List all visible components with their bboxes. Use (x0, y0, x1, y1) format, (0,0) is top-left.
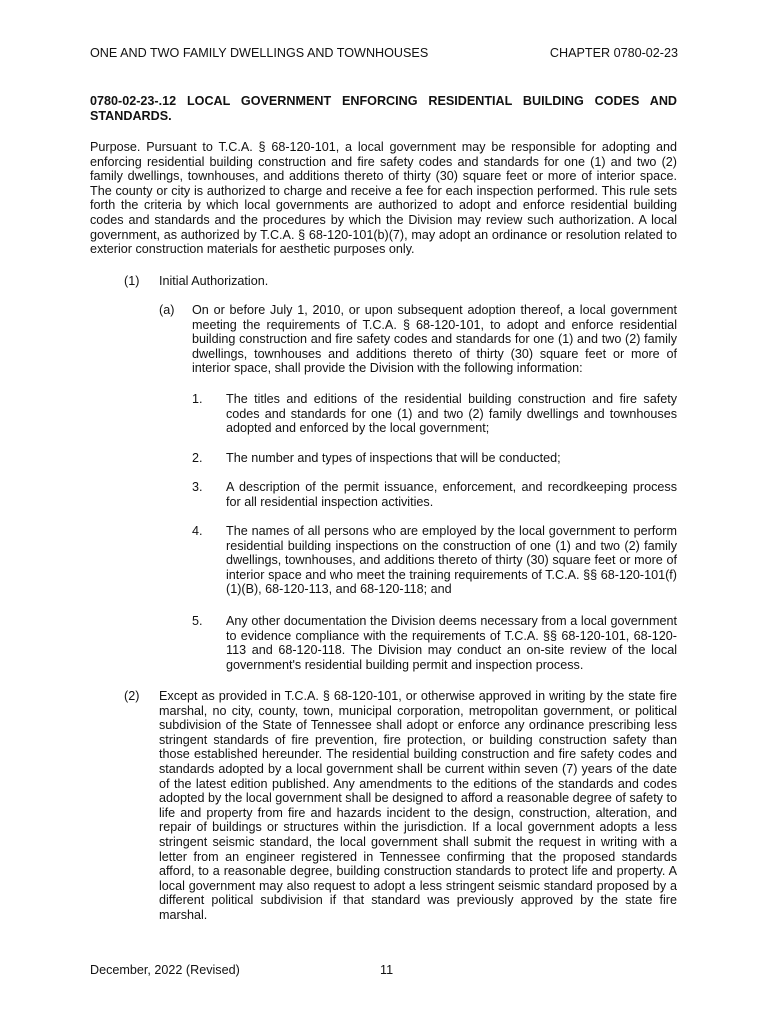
page-number: 11 (380, 963, 394, 977)
section-heading (90, 94, 677, 123)
list-item-text: The titles and editions of the residential building construction and fire safety codes and standards for one (1) and two (2) family dwellings and townhouses adopted and enforced by the local government; (226, 392, 677, 436)
paragraph-2-number: (2) (124, 689, 140, 703)
list-item-number: 3. (192, 480, 203, 494)
section-title: LOCAL GOVERNMENT ENFORCING RESIDENTIAL BUILDING CODES AND STANDARDS. (90, 94, 678, 123)
purpose-paragraph: Purpose. Pursuant to T.C.A. § 68-120-101, a local government may be responsible for adopting and enforcing residential building construction and fire safety codes and standards for one (1) and two (2) family dwellings, townhouses, and additions thereto of thirty (30) square feet or more of interior space. The county or city is authorized to charge and receive a fee for each inspection performed. This rule sets forth the criteria by which local governments are authorized to adopt and enforce residential building codes and standards and the procedures by which the Division may review such authorization. A local government, as authorized by T.C.A. § 68-120-101(b)(7), may adopt an ordinance or resolution related to exterior construction materials for aesthetic purposes only. (90, 140, 677, 257)
paragraph-2-text: Except as provided in T.C.A. § 68-120-101, or otherwise approved in writing by the state fire marshal, no city, county, town, municipal corporation, metropolitan government, or political subdivision of the State of Tennessee shall adopt or enforce any ordinance prescribing less stringent standards of fire prevention, fire protection, or building construction safety than those established hereunder. The residential building construction and fire safety codes and standards adopted by a local government shall be current within seven (7) years of the date of the latest edition published. Any amendments to the editions of the standards and codes adopted by the local government shall be designed to afford a reasonable degree of safety to life and property from fire and hazards incident to the design, construction, alteration, and repair of buildings or structures within the jurisdiction. If a local government adopts a less stringent seismic standard, the local government shall submit the request in writing with a letter from an engineer registered in Tennessee confirming that the proposed standards afford, to a reasonable degree, building construction standards to protect life and property. A local government may also request to adopt a less stringent seismic standard proposed by a different political subdivision if that standard was previously approved by the state fire marshal. (159, 689, 677, 922)
list-item-text: The names of all persons who are employed by the local government to perform residential building inspections on the construction of one (1) and two (2) family dwellings, townhouses, and additions thereto of thirty (30) square feet or more of interior space and who meet the training requirements of T.C.A. §§ 68-120-101(f)(1)(B), 68-120-113, and 68-120-118; and (226, 524, 677, 597)
subparagraph-a-text: On or before July 1, 2010, or upon subsequent adoption thereof, a local government meeting the requirements of T.C.A. § 68-120-101, to adopt and enforce residential building construction and fire safety codes and standards for one (1) and two (2) family dwellings, townhouses and additions thereto of thirty (30) square feet or more of interior space, shall provide the Division with the following information: (192, 303, 677, 376)
section-number: 0780-02-23-.12 (90, 94, 177, 108)
list-item-text: A description of the permit issuance, enforcement, and recordkeeping process for all residential inspection activities. (226, 480, 677, 509)
running-header-chapter: CHAPTER 0780-02-23 (549, 46, 678, 60)
list-item-number: 4. (192, 524, 203, 538)
list-item-text: The number and types of inspections that will be conducted; (226, 451, 561, 465)
subparagraph-a-label: (a) (159, 303, 175, 317)
list-item-number: 2. (192, 451, 203, 465)
list-item-text: Any other documentation the Division deems necessary from a local government to evidence compliance with the requirements of T.C.A. §§ 68-120-101, 68-120-113 and 68-120-118. The Division may conduct an on-site review of the local government's residential building permit and inspection process. (226, 614, 677, 672)
footer-revision-date: December, 2022 (Revised) (90, 963, 240, 977)
list-item-number: 1. (192, 392, 203, 406)
running-header-title: ONE AND TWO FAMILY DWELLINGS AND TOWNHOUSES (90, 46, 429, 60)
list-item-number: 5. (192, 614, 203, 628)
paragraph-1-title: Initial Authorization. (159, 274, 269, 288)
paragraph-1-number: (1) (124, 274, 140, 288)
